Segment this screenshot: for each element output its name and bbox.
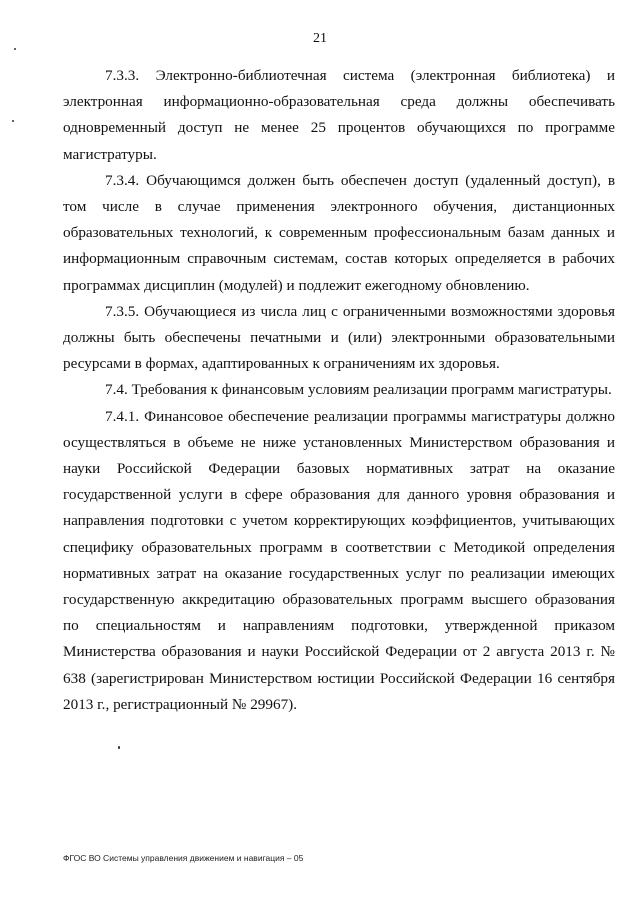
paragraph-7-4: 7.4. Требования к финансовым условиям реализации программ магистратуры. <box>105 381 612 399</box>
paragraph-7-3-5: 7.3.5. Обучающиеся из числа лиц с ограниченными возможностями здоровья должны быть обеспечены печатными и (или) электронными образовательными ресурсами в формах, адаптированных к ограничениям их здоровья. <box>63 302 615 373</box>
paragraph-7-3-3: 7.3.3. Электронно-библиотечная система (электронная библиотека) и электронная информационно-образовательная среда должны обеспечивать одновременный доступ не менее 25 процентов обучающихся по программе магистратуры. <box>63 67 615 163</box>
scan-speck-left <box>12 120 14 122</box>
scan-speck-top-left <box>14 48 16 50</box>
document-body <box>63 63 615 718</box>
paragraph-7-3-4: 7.3.4. Обучающимся должен быть обеспечен доступ (удаленный доступ), в том числе в случае применения электронного обучения, дистанционных образовательных технологий, к современным профессиональным базам данных и информационным справочным системам, состав которых определяется в рабочих программах дисциплин (модулей) и подлежит ежегодному обновлению. <box>63 171 615 294</box>
page-number: 21 <box>313 31 327 46</box>
paragraph-7-4-1: 7.4.1. Финансовое обеспечение реализации программы магистратуры должно осуществляться в объеме не ниже установленных Министерством образования и науки Российской Федерации базовых нормативных затрат на оказание государственной услуги в сфере образования для данного уровня образования и направления подготовки с учетом корректирующих коэффициентов, учитывающих специфику образовательных программ в соответствии с Методикой определения нормативных затрат на оказание государственных услуг по реализации имеющих государственную аккредитацию образовательных программ высшего образования по специальностям и направлениям подготовки, утвержденной приказом Министерства образования и науки Российской Федерации от 2 августа 2013 г. № 638 (зарегистрирован Министерством юстиции Российской Федерации 16 сентября 2013 г., регистрационный № 29967). <box>63 407 615 713</box>
footer-standard-name: ФГОС ВО Системы управления движением и навигация – 05 <box>63 853 304 863</box>
scan-speck-body <box>118 746 120 749</box>
